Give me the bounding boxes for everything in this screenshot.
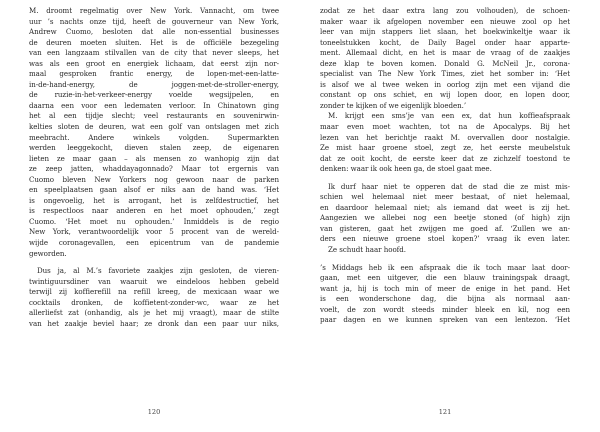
text-line: uur ’s nachts onze tijd, heeft de gouverneur van New York, — [29, 16, 279, 26]
right-page — [320, 6, 570, 426]
text-line: in-de-hand-energy, de joggen-met-de-stroller-energy, — [29, 79, 279, 89]
text-line: denken: waar ik ook heen ga, de stoel gaat mee. — [320, 164, 492, 174]
text-line: Aangezien we allebei nog een beetje stoned (of high) zijn — [320, 213, 570, 223]
text-line: kelties sloten de deuren, wat een golf van ontslagen met zich — [29, 122, 279, 132]
text-line: de ruzie-in-het-verkeer-energy voelde wegsijpelen, en — [29, 90, 279, 100]
text-line: ’s Middags heb ik een afspraak die ik toch maar laat door- — [320, 262, 570, 272]
left-page — [29, 6, 279, 426]
text-line: voelt, de zon wordt steeds minder bleek en kil, nog een — [320, 304, 570, 314]
text-line: twintiguursdiner van waaruit we eindeloos hebben gebeld — [29, 276, 279, 286]
text-line: geworden. — [29, 248, 67, 258]
left-page-text — [29, 6, 279, 329]
text-line: cocktails dronken, de koffietent-zonder-wc, waar ze het — [29, 297, 279, 307]
text-line: en speelplaatsen gaan alsof er niks aan de hand was. ‘Het — [29, 185, 279, 195]
text-line: specialist van The New York Times, ziet het somber in: ‘Het — [320, 69, 570, 79]
text-line: paar dagen en we kunnen spreken van een lentezon. ‘Het — [320, 315, 570, 325]
text-line: gaan, met een uitgever, die een blauw trainingspak draagt, — [320, 273, 570, 283]
text-line: maker waar ik afgelopen november een nieuwe zool op het — [320, 16, 570, 26]
text-line: toneelstukken kocht, de Daily Bagel onder haar apparte- — [320, 37, 570, 47]
text-line: M. droomt regelmatig over New York. Vannacht, om twee — [29, 6, 279, 15]
text-line: terwijl zij koffierefill na refill kreeg, de mexicaan waar we — [29, 287, 279, 297]
text-line: schien wel helemaal niet meer bestaat, of niet helemaal, — [320, 192, 570, 202]
text-line: deze klap te boven komen. Donald G. McNeil Jr., corona- — [320, 58, 570, 68]
left-page-number: 120 — [147, 408, 161, 416]
text-line: is ongevoelig, het is arrogant, het is zelfdestructief, het — [29, 195, 279, 205]
right-page-number: 121 — [438, 408, 452, 416]
text-line: allerliefst zat (onhandig, als je het mij vraagt), maar de stilte — [29, 308, 279, 318]
text-line: Cuomo bleven New Yorkers nog gewoon naar de parken — [29, 174, 279, 184]
text-line: lezen van het berichtje raakt M. overvallen door nostalgie. — [320, 132, 570, 142]
text-line: want ja, hij is toch min of meer de enige in het pand. Het — [320, 283, 570, 293]
text-line: ze zeep jatten, whaddayagonnado? Maar tot ergernis van — [29, 164, 279, 174]
text-line: ment. Allemaal dicht, en het is maar de vraag of de zaakjes — [320, 48, 570, 58]
text-line: Dus ja, al M.’s favoriete zaakjes zijn gesloten, de vieren- — [37, 266, 279, 276]
text-line: ders een nieuwe groene stoel kopen?’ vraag ik even later. — [320, 234, 570, 244]
text-line: van gisteren, gaat het zwijgen me goed af. ‘Zullen we an- — [320, 223, 570, 233]
text-line: Ik durf haar niet te opperen dat de stad die ze mist mis- — [328, 181, 570, 191]
text-line: was als een groot en energiek lichaam, dat eerst zijn nor- — [29, 58, 279, 68]
text-line: leer van mijn stappers liet slaan, het boekwinkeltje waar ik — [320, 27, 570, 37]
text-line: Cuomo. ‘Het moet nu ophouden.’ Inmiddels is de regio — [29, 216, 279, 226]
text-line: Andrew Cuomo, besloten dat alle non-essential businesses — [29, 27, 279, 37]
right-page-text — [320, 6, 570, 326]
text-line: van een langzaam stilvallen van de city that never sleeps, het — [29, 48, 279, 58]
text-line: Ze schudt haar hoofd. — [328, 245, 406, 255]
text-line: is alsof we al twee weken in oorlog zijn met een vijand die — [320, 79, 570, 89]
text-line: wijde coronagevallen, een epicentrum van de pandemie — [29, 238, 279, 248]
text-line: maal gesproken frantic energy, de lopen-met-een-latte- — [29, 69, 279, 79]
text-line: is een wonderschone dag, die bijna als normaal aan- — [320, 294, 570, 304]
text-line: zodat ze het daar extra lang zou volhouden), de schoen- — [320, 6, 570, 15]
text-line: New York, verantwoordelijk voor 5 procent van de wereld- — [29, 227, 279, 237]
text-line: dat ze ooit kocht, de eerste keer dat ze zichzelf toestond te — [320, 153, 570, 163]
text-line: is respectloos naar anderen en het moet ophouden,’ zegt — [29, 206, 279, 216]
text-line: werden leeggekocht, dieven stalen zeep, de eigenaren — [29, 143, 279, 153]
text-line: maar even moet wachten, tot na de Apocalyps. Bij het — [320, 122, 570, 132]
text-line: het al een tijdje slecht; veel restaurants en souvenirwin- — [29, 111, 279, 121]
text-line: de deuren moeten sluiten. Het is de officiële bezegeling — [29, 37, 279, 47]
text-line: meebracht. Andere winkels volgden. Supermarkten — [29, 132, 279, 142]
text-line: constant op ons schiet, en wij lopen door, en lopen door, — [320, 90, 570, 100]
text-line: daarna een voor een ledematen verloor. In Chinatown ging — [29, 100, 279, 110]
text-line: Ze mist haar groene stoel, zegt ze, het eerste meubelstuk — [320, 143, 570, 153]
text-line: zonder te kijken of we eigenlijk bloeden.’ — [320, 100, 467, 110]
text-line: en daardoor helemaal niet; als iemand dat weet is zij het. — [320, 202, 570, 212]
text-line: van het zaakje beviel haar; ze dronk dan een paar uur niks, — [29, 318, 279, 328]
text-line: lieten ze maar gaan – als mensen zo wanhopig zijn dat — [29, 153, 279, 163]
text-line: M. krijgt een sms’je van een ex, dat hun koffieafspraak — [328, 111, 570, 121]
